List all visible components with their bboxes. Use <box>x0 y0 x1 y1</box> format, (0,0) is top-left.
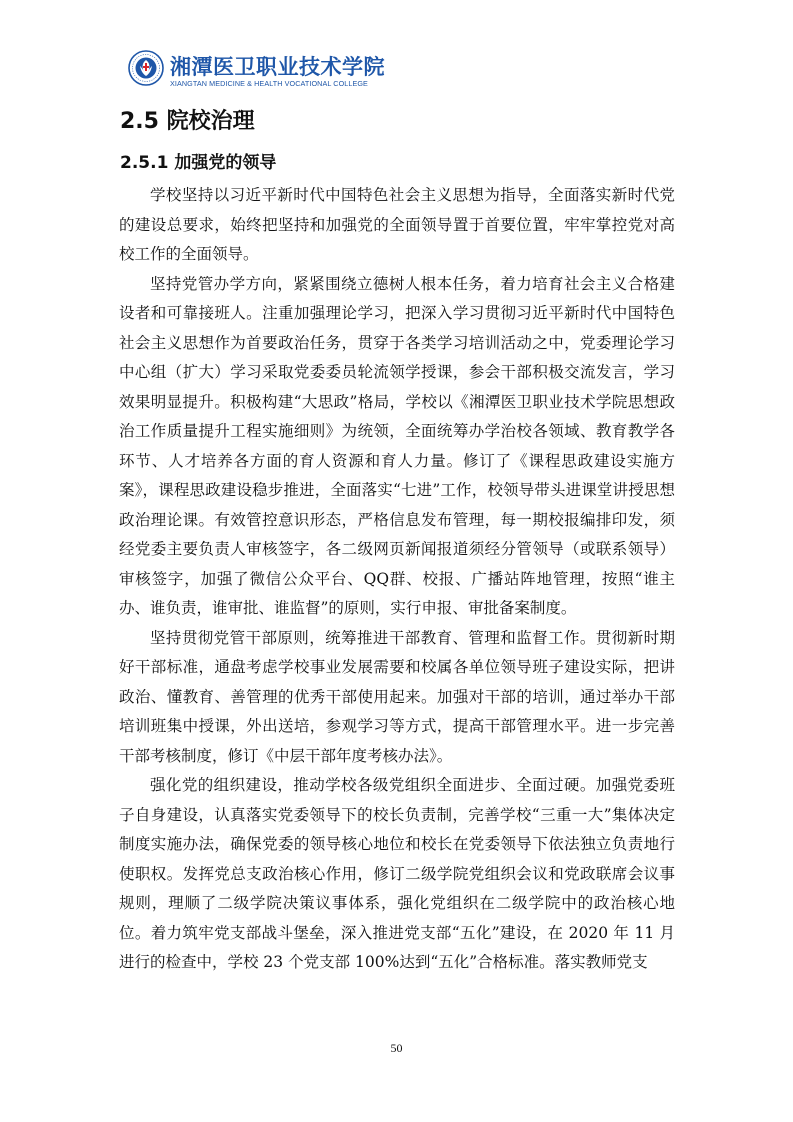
paragraph: 学校坚持以习近平新时代中国特色社会主义思想为指导，全面落实新时代党的建设总要求，始终把坚持和加强党的全面领导置于首要位置，牢牢掌控党对高校工作的全面领导。 <box>119 186 675 263</box>
school-emblem-icon <box>128 50 164 86</box>
page-number: 50 <box>390 1041 403 1055</box>
college-english-name: XIANGTAN MEDICINE & HEALTH VOCATIONAL COLLEGE <box>170 79 368 88</box>
paragraph: 强化党的组织建设，推动学校各级党组织全面进步、全面过硬。加强党委班子自身建设，认真落实党委领导下的校长负责制，完善学校“三重一大”集体决定制度实施办法，确保党委的领导核心地位和校长在党委领导下依法独立负责地行使职权。发挥党总支政治核心作用，修订二级学院党组织会议和党政联席会议事规则，理顺了二级学院决策议事体系，强化党组织在二级学院中的政治核心地位。着力筑牢党支部战斗堡垒，深入推进党支部“五化”建设，在 2020 年 11 月进行的检查中，学校 23 个党支部 100%达到“五化”合格标准。落实教师党支 <box>119 776 675 971</box>
paragraph: 坚持党管办学方向，紧紧围绕立德树人根本任务，着力培育社会主义合格建设者和可靠接班人。注重加强理论学习，把深入学习贯彻习近平新时代中国特色社会主义思想作为首要政治任务，贯穿于各类学习培训活动之中，党委理论学习中心组（扩大）学习采取党委委员轮流领学授课，参会干部积极交流发言，学习效果明显提升。积极构建“大思政”格局，学校以《湘潭医卫职业技术学院思想政治工作质量提升工程实施细则》为统领，全面统筹办学治校各领域、教育教学各环节、人才培养各方面的育人资源和育人力量。修订了《课程思政建设实施方案》，课程思政建设稳步推进，全面落实“七进”工作，校领导带头进课堂讲授思想政治理论课。有效管控意识形态，严格信息发布管理，每一期校报编排印发，须经党委主要负责人审核签字，各二级网页新闻报道须经分管领导（或联系领导）审核签字，加强了微信公众平台、QQ群、校报、广播站阵地管理，按照“谁主办、谁负责，谁审批、谁监督”的原则，实行申报、审批备案制度。 <box>119 274 675 617</box>
body-text <box>119 181 675 978</box>
paragraph: 坚持贯彻党管干部原则，统筹推进干部教育、管理和监督工作。贯彻新时期好干部标准，通盘考虑学校事业发展需要和校属各单位领导班子建设实际，把讲政治、懂教育、善管理的优秀干部使用起来。加强对干部的培训，通过举办干部培训班集中授课，外出送培，参观学习等方式，提高干部管理水平。进一步完善干部考核制度，修订《中层干部年度考核办法》。 <box>119 628 675 765</box>
section-heading: 2.5 院校治理 <box>120 109 255 134</box>
page-header <box>128 50 385 90</box>
college-name-logo: 湘潭医卫职业技术学院 <box>170 55 385 79</box>
subsection-heading: 2.5.1 加强党的领导 <box>120 153 277 173</box>
